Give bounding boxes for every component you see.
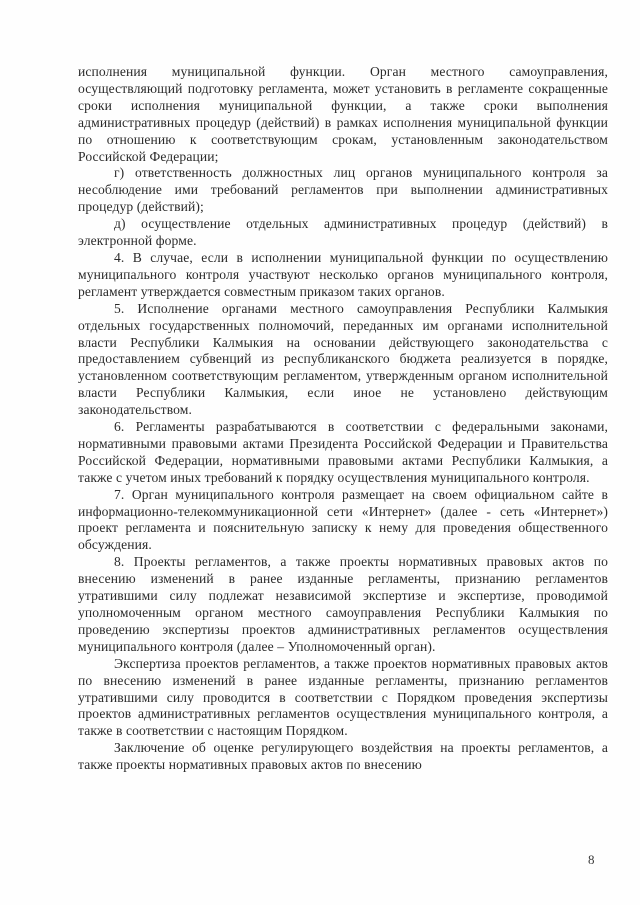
paragraph-expertise: Экспертиза проектов регламентов, а также проектов нормативных правовых актов по внесению изменений в ранее изданные регламенты, признанию регламентов утратившими силу проводится в соответствии с Порядком проведения экспертизы проектов административных регламентов осуществления муниципального контроля, а также в соответствии с настоящим Порядком. (78, 655, 608, 739)
document-body (78, 64, 608, 774)
page-number: 8 (588, 852, 595, 867)
paragraph-5: 5. Исполнение органами местного самоуправления Республики Калмыкия отдельных государственных полномочий, переданных им органами исполнительной власти Республики Калмыкия на основании действующего законодательства с предоставлением субвенций из республиканского бюджета реализуется в порядке, установленном соответствующим регламентом, утвержденным органом исполнительной власти Республики Калмыкия, если иное не установлено действующим законодательством. (78, 300, 608, 418)
paragraph-item-d: д) осуществление отдельных административных процедур (действий) в электронной форме. (78, 216, 608, 249)
paragraph-continuation: исполнения муниципальной функции. Орган местного самоуправления, осуществляющий подготовку регламента, может установить в регламенте сокращенные сроки исполнения муниципальной функции, а также сроки выполнения административных процедур (действий) в рамках исполнения муниципальной функции по отношению к соответствующим срокам, установленным законодательством Российской Федерации; (78, 64, 608, 164)
paragraph-6: 6. Регламенты разрабатываются в соответствии с федеральными законами, нормативными правовыми актами Президента Российской Федерации и Правительства Российской Федерации, нормативными правовыми актами Республики Калмыкия, а также с учетом иных требований к порядку осуществления муниципального контроля. (78, 419, 608, 485)
paragraph-4: 4. В случае, если в исполнении муниципальной функции по осуществлению муниципального контроля участвуют несколько органов муниципального контроля, регламент утверждается совместным приказом таких органов. (78, 249, 608, 299)
paragraph-8: 8. Проекты регламентов, а также проекты нормативных правовых актов по внесению изменений в ранее изданные регламенты, признанию регламентов утратившими силу подлежат независимой экспертизе и экспертизе, проводимой уполномоченным органом местного самоуправления Республики Калмыкия по проведению экспертизы проектов административных регламентов осуществления муниципального контроля (далее – Уполномоченный орган). (78, 554, 608, 654)
paragraph-item-g: г) ответственность должностных лиц органов муниципального контроля за несоблюдение ими требований регламентов при выполнении административных процедур (действий); (78, 165, 608, 215)
paragraph-conclusion: Заключение об оценке регулирующего воздействия на проекты регламентов, а также проекты нормативных правовых актов по внесению (78, 740, 608, 773)
paragraph-7: 7. Орган муниципального контроля размещает на своем официальном сайте в информационно-телекоммуникационной сети «Интернет» (далее - сеть «Интернет») проект регламента и пояснительную записку к нему для проведения общественного обсуждения. (78, 486, 608, 553)
